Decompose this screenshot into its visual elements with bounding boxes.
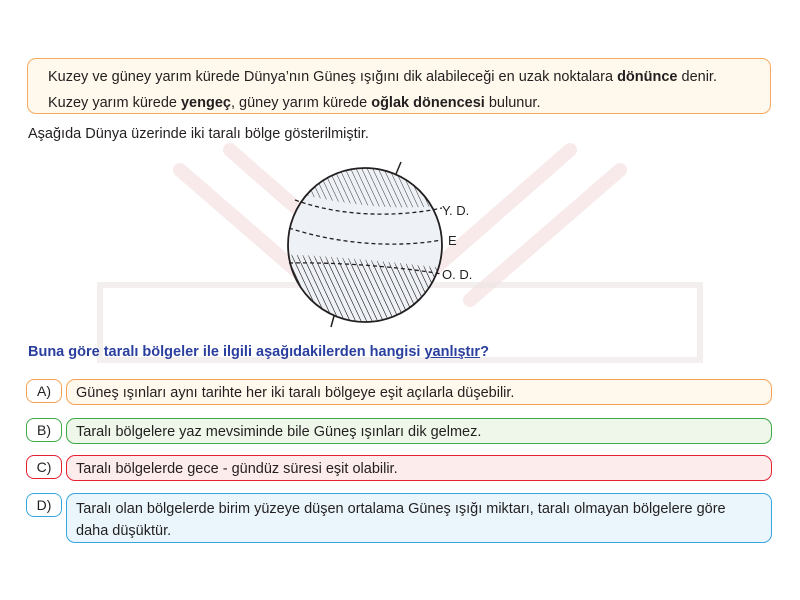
option-b-text[interactable]: Taralı bölgelere yaz mevsiminde bile Güneş ışınları dik gelmez. [66,418,772,444]
option-d-letter[interactable]: D) [26,493,62,517]
label-equator: E [448,233,457,248]
option-a-text[interactable]: Güneş ışınları aynı tarihte her iki taralı bölgeye eşit açılarla düşebilir. [66,379,772,405]
option-a-letter[interactable]: A) [26,379,62,403]
label-tropic-cancer: Y. D. [442,203,470,218]
definition-line-1: Kuzey ve güney yarım kürede Dünya’nın Güneş ışığını dik alabileceği en uzak noktalara dönünce denir. [48,69,717,85]
term-oglak-donencesi: oğlak dönencesi [371,95,485,111]
definition-line-2: Kuzey yarım kürede yengeç, güney yarım kürede oğlak dönencesi bulunur. [48,95,541,111]
intro-text: Aşağıda Dünya üzerinde iki taralı bölge gösterilmiştir. [28,126,369,142]
option-d-text[interactable]: Taralı olan bölgelerde birim yüzeye düşen ortalama Güneş ışığı miktarı, taralı olmayan bölgelere göre daha düşüktür. [66,493,772,543]
term-donence: dönünce [617,69,678,85]
axis-top [396,162,401,174]
label-tropic-capricorn: O. D. [442,267,473,282]
option-b-letter[interactable]: B) [26,418,62,442]
term-yengec: yengeç [180,95,231,111]
definition-box [27,58,771,114]
axis-bottom [331,316,334,327]
globe-diagram [270,150,500,335]
option-c-text[interactable]: Taralı bölgelerde gece - gündüz süresi eşit olabilir. [66,455,772,481]
question-text: Buna göre taralı bölgeler ile ilgili aşağıdakilerden hangisi yanlıştır? [28,344,489,360]
option-c-letter[interactable]: C) [26,455,62,479]
question-keyword: yanlıştır [424,344,481,360]
